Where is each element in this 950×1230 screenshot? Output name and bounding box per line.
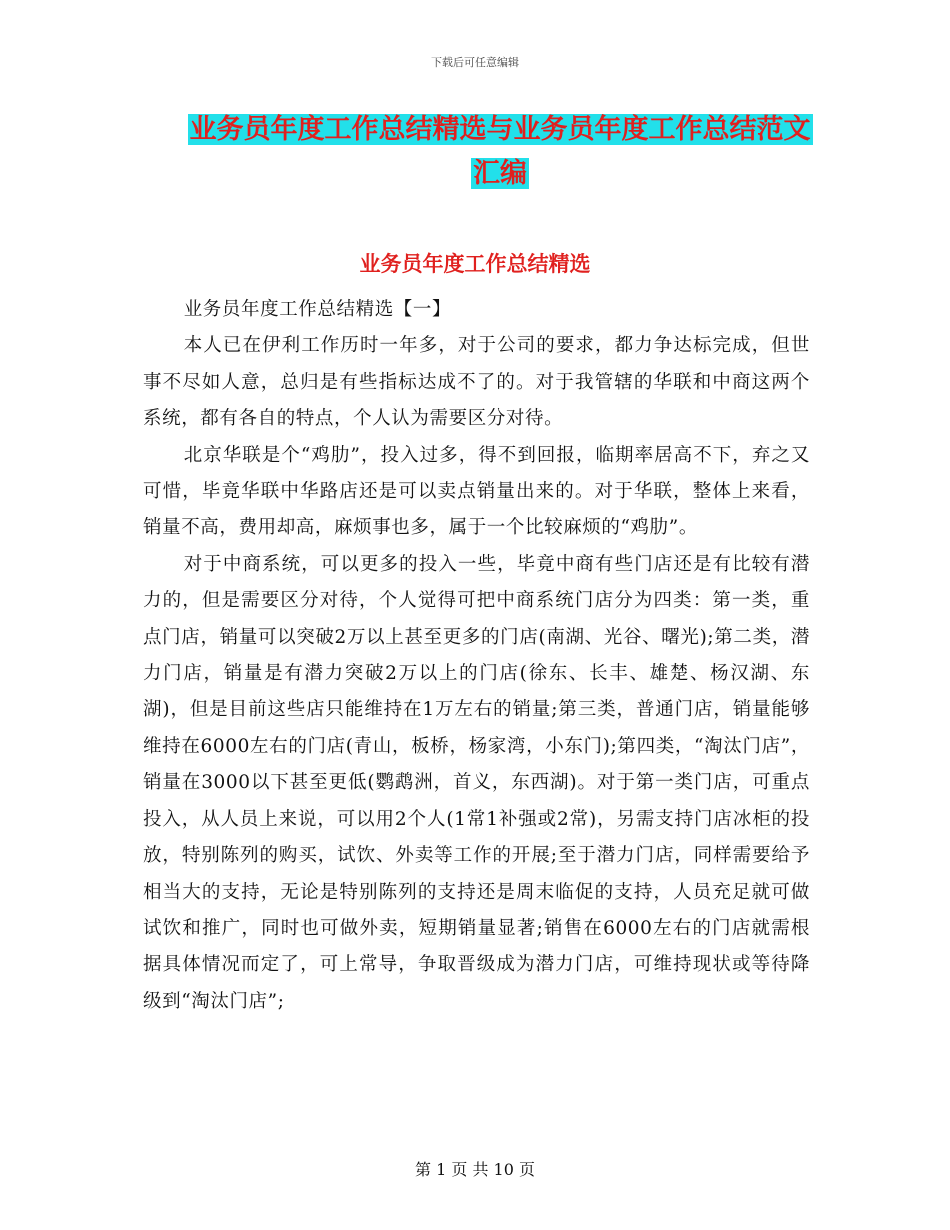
- paragraph-subheading: 业务员年度工作总结精选【一】: [183, 299, 452, 320]
- paragraph: 北京华联是个“鸡肋”，投入过多，得不到回报，临期率居高不下，弃之又可惜，毕竟华联中华路店还是可以卖点销量出来的。对于华联，整体上来看，销量不高，费用却高，麻烦事也多，属于一个比较麻烦的“鸡肋”。: [143, 444, 810, 539]
- body-text: [143, 292, 810, 1020]
- header-note: 下载后可任意编辑: [431, 56, 519, 69]
- paragraph: 本人已在伊利工作历时一年多，对于公司的要求，都力争达标完成，但世事不尽如人意，总归是有些指标达成不了的。对于我管辖的华联和中商这两个系统，都有各自的特点，个人认为需要区分对待。: [143, 335, 810, 430]
- section-title: 业务员年度工作总结精选: [359, 252, 591, 276]
- paragraph: 对于中商系统，可以更多的投入一些，毕竟中商有些门店还是有比较有潜力的，但是需要区分对待，个人觉得可把中商系统门店分为四类：第一类，重点门店，销量可以突破2万以上甚至更多的门店(南湖、光谷、曙光);第二类，潜力门店，销量是有潜力突破2万以上的门店(徐东、长丰、雄楚、杨汉湖、东湖)，但是目前这些店只能维持在1万左右的销量;第三类，普通门店，销量能够维持在6000左右的门店(青山，板桥，杨家湾，小东门);第四类，“淘汰门店”，销量在3000以下甚至更低(鹦鹉洲，首义，东西湖)。对于第一类门店，可重点投入，从人员上来说，可以用2个人(1常1补强或2常)，另需支持门店冰柜的投放，特别陈列的购买，试饮、外卖等工作的开展;至于潜力门店，同样需要给予相当大的支持，无论是特别陈列的支持还是周末临促的支持，人员充足就可做试饮和推广，同时也可做外卖，短期销量显著;销售在6000左右的门店就需根据具体情况而定了，可上常导，争取晋级成为潜力门店，可维持现状或等待降级到“淘汰门店”;: [143, 553, 810, 1012]
- document-title: [150, 108, 850, 196]
- document-title-line2: 汇编: [473, 158, 527, 189]
- page-footer: 第 1 页 共 10 页: [415, 1160, 535, 1179]
- document-title-line1: 业务员年度工作总结精选与业务员年度工作总结范文: [189, 114, 811, 145]
